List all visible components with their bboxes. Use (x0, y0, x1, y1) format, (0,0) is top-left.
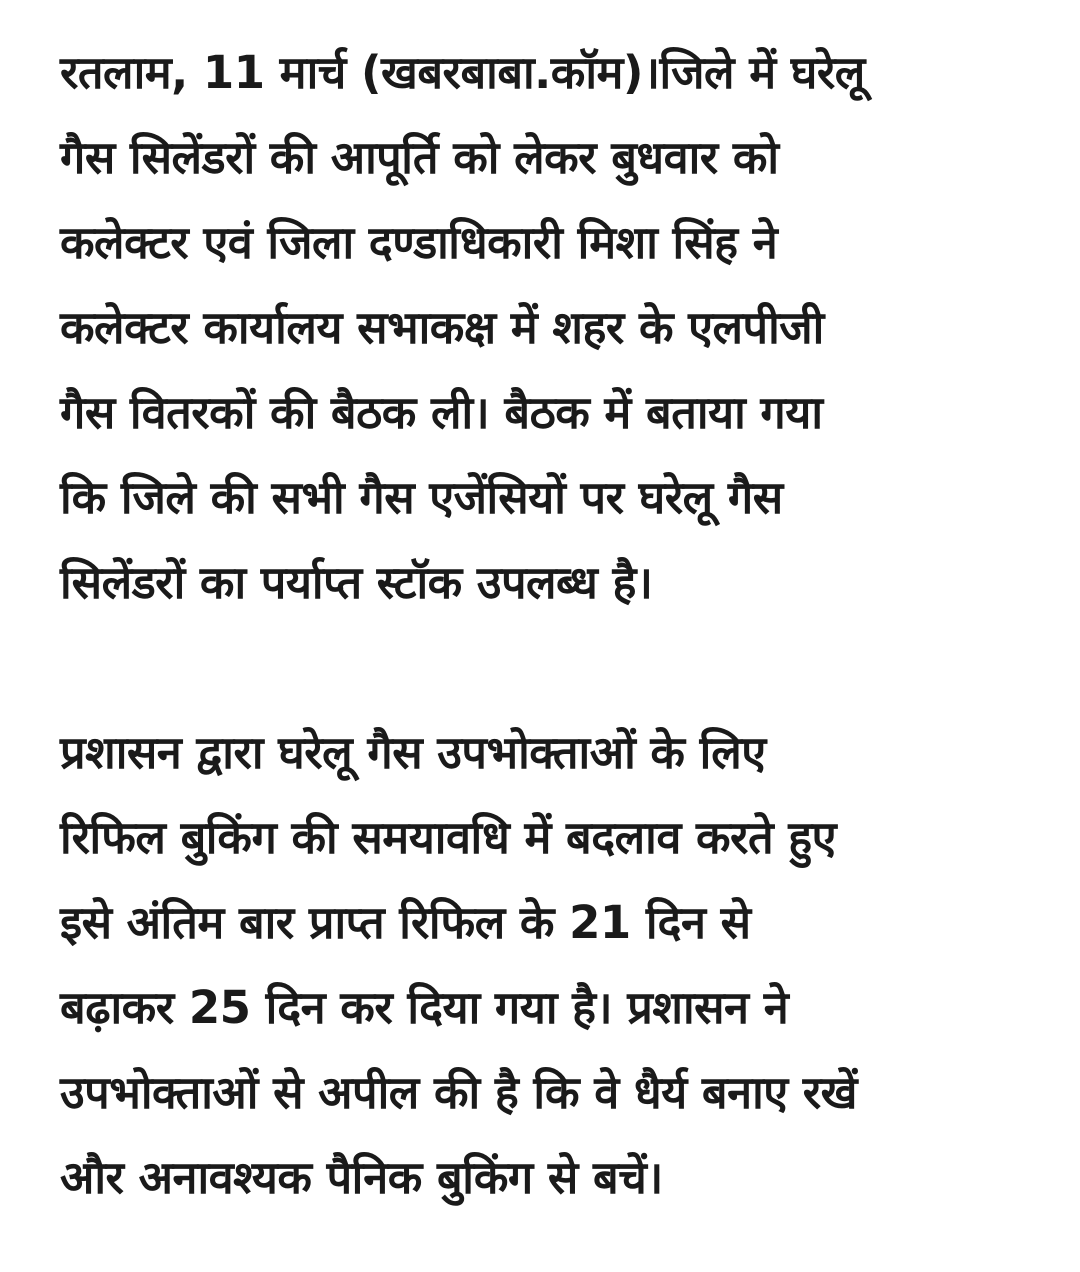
paragraph-line: इसे अंतिम बार प्राप्त रिफिल के 21 दिन से (60, 896, 751, 949)
article-paragraph-1 (60, 30, 1035, 625)
paragraph-line: कि जिले की सभी गैस एजेंसियों पर घरेलू गैस (60, 471, 783, 524)
paragraph-line: रतलाम, 11 मार्च (खबरबाबा.कॉम)।जिले में घरेलू (60, 46, 865, 99)
paragraph-line: रिफिल बुकिंग की समयावधि में बदलाव करते हुए (60, 811, 837, 864)
paragraph-line: प्रशासन द्वारा घरेलू गैस उपभोक्ताओं के लिए (60, 726, 766, 779)
news-article (60, 30, 1035, 1220)
paragraph-line: बढ़ाकर 25 दिन कर दिया गया है। प्रशासन ने (60, 981, 789, 1034)
paragraph-line: सिलेंडरों का पर्याप्त स्टॉक उपलब्ध है। (60, 556, 653, 609)
paragraph-spacer (60, 625, 1035, 710)
paragraph-line: और अनावश्यक पैनिक बुकिंग से बचें। (60, 1151, 663, 1204)
paragraph-line: कलेक्टर कार्यालय सभाकक्ष में शहर के एलपीजी (60, 301, 824, 354)
article-paragraph-2 (60, 710, 1035, 1220)
paragraph-line: उपभोक्ताओं से अपील की है कि वे धैर्य बनाए रखें (60, 1066, 857, 1119)
paragraph-line: कलेक्टर एवं जिला दण्डाधिकारी मिशा सिंह ने (60, 216, 778, 269)
paragraph-line: गैस वितरकों की बैठक ली। बैठक में बताया गया (60, 386, 823, 439)
paragraph-line: गैस सिलेंडरों की आपूर्ति को लेकर बुधवार को (60, 131, 779, 184)
